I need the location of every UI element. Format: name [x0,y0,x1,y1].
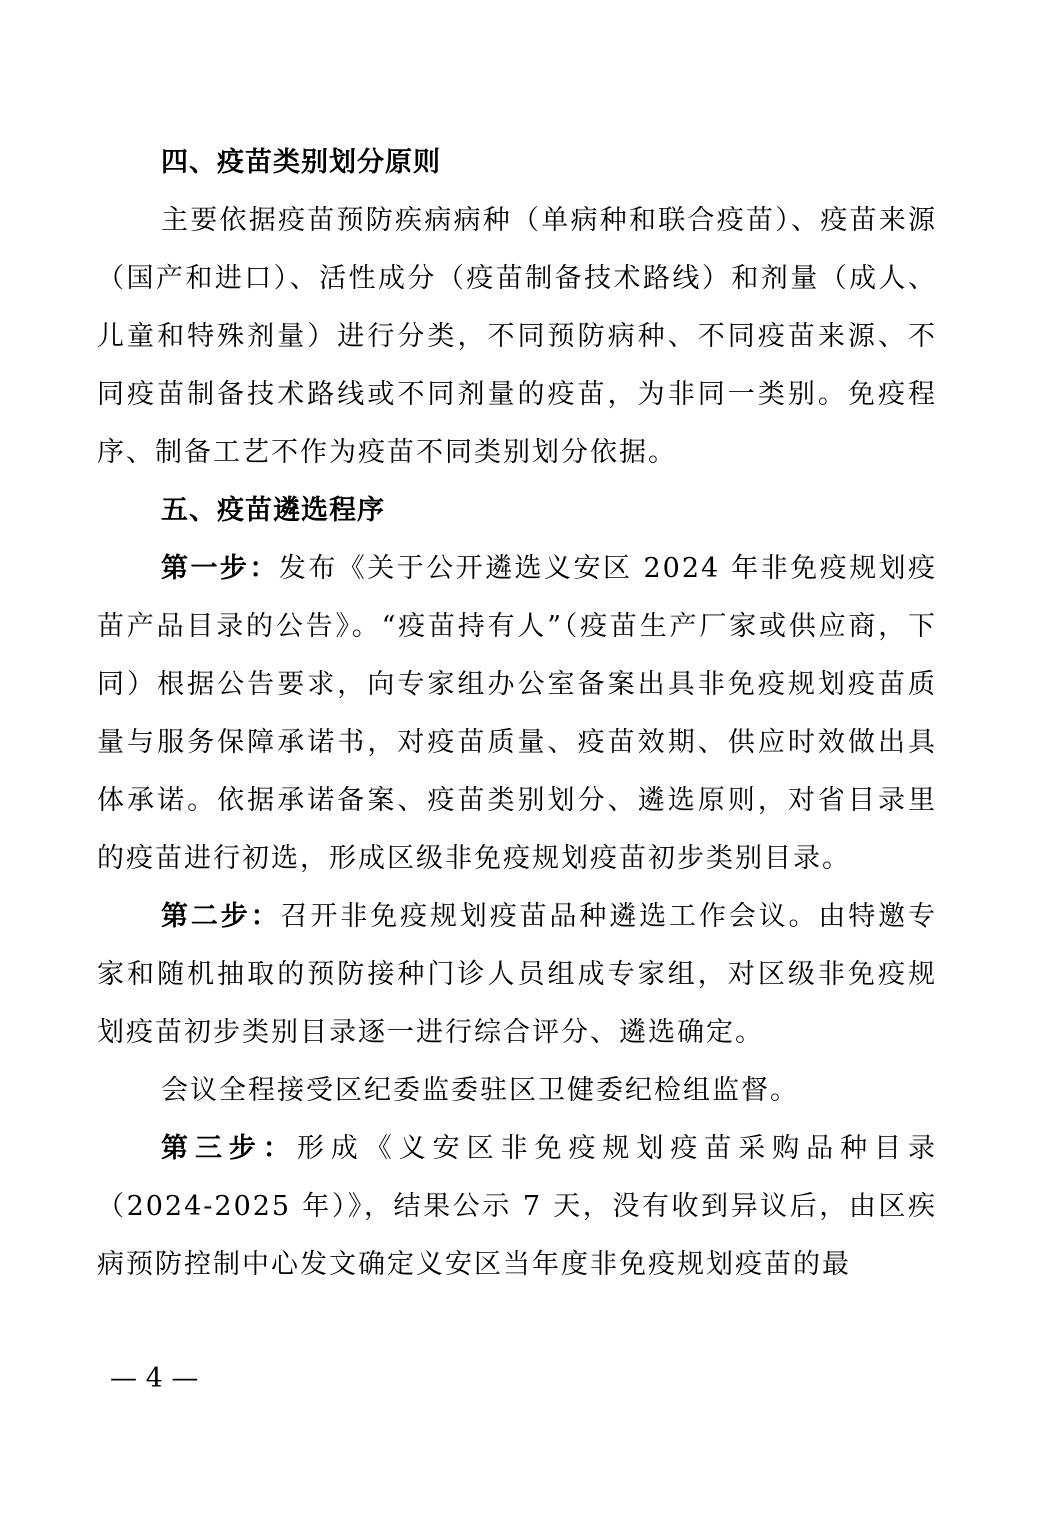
document-body [97,134,937,1294]
step-3-paragraph [97,1120,937,1294]
step-1-text: 发布《关于公开遴选义安区 2024 年非免疫规划疫苗产品目录的公告》。“疫苗持有人”（疫苗生产厂家或供应商，下同）根据公告要求，向专家组办公室备案出具非免疫规划疫苗质量与服务保障承诺书，对疫苗质量、疫苗效期、供应时效做出具体承诺。依据承诺备案、疫苗类别划分、遴选原则，对省目录里的疫苗进行初选，形成区级非免疫规划疫苗初步类别目录。 [97,553,937,874]
step-3-label: 第三步： [161,1133,297,1164]
step-2-paragraph [97,888,937,1062]
page-number: — 4 — [110,1363,199,1394]
step-2-text: 召开非免疫规划疫苗品种遴选工作会议。由特邀专家和随机抽取的预防接种门诊人员组成专家组，对区级非免疫规划疫苗初步类别目录逐一进行综合评分、遴选确定。 [97,901,938,1048]
section-4-heading: 四、疫苗类别划分原则 [161,147,441,178]
section-4-paragraph: 主要依据疫苗预防疾病病种（单病种和联合疫苗）、疫苗来源（国产和进口）、活性成分（疫苗制备技术路线）和剂量（成人、儿童和特殊剂量）进行分类，不同预防病种、不同疫苗来源、不同疫苗制备技术路线或不同剂量的疫苗，为非同一类别。免疫程序、制备工艺不作为疫苗不同类别划分依据。 [97,205,937,468]
section-5-heading: 五、疫苗遴选程序 [161,495,385,526]
supervision-paragraph: 会议全程接受区纪委监委驻区卫健委纪检组监督。 [161,1075,799,1106]
step-2-label: 第二步： [161,901,281,932]
step-3-text: 形成《义安区非免疫规划疫苗采购品种目录（2024-2025 年）》，结果公示 7 天，没有收到异议后，由区疾病预防控制中心发文确定义安区当年度非免疫规划疫苗的最 [97,1133,938,1280]
step-1-label: 第一步： [161,553,279,584]
step-1-paragraph [97,540,937,888]
